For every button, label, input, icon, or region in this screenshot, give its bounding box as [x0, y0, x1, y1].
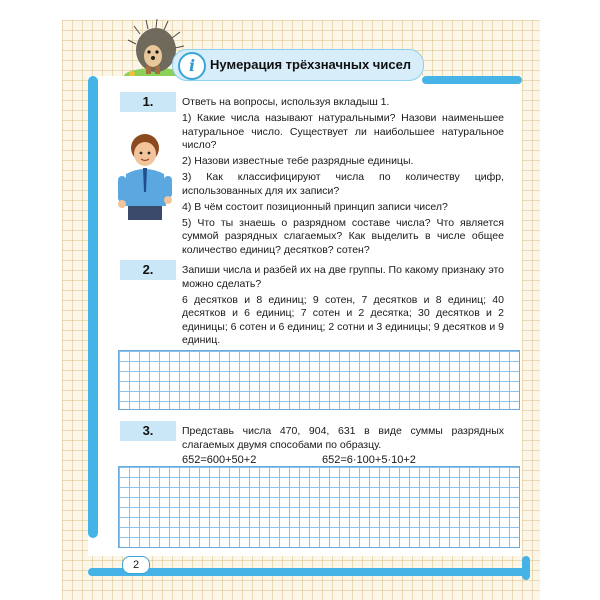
exercise-3-text	[182, 425, 504, 455]
page-number: 2	[122, 556, 150, 574]
answer-grid-1[interactable]	[118, 350, 520, 410]
exercise-1-text	[182, 96, 504, 260]
exercise-1-line: Ответь на вопросы, используя вкладыш 1.	[182, 96, 390, 108]
exercise-2-text	[182, 264, 504, 350]
bottom-edge-bar	[88, 568, 528, 576]
page-title: Нумерация трёхзначных чисел	[210, 57, 412, 72]
exercise-1-line: 4) В чём состоит позиционный принцип записи чисел?	[182, 200, 448, 213]
exercise-1-line: 3) Как классифицируют числа по количеству цифр, использованных для их записи?	[182, 171, 504, 197]
answer-grid-2[interactable]	[118, 466, 520, 548]
example-multiplied-form: 652=6·100+5·10+2	[322, 454, 416, 466]
exercise-number-3: 3.	[120, 421, 176, 441]
exercise-2-line: 6 десятков и 8 единиц; 9 сотен, 7 десятков и 8 единиц; 40 десятков и 6 единиц; 7 сотен и 2 десятка; 30 десятков и 2 единицы; 6 сотен и 6 единиц; 2 сотни и 3 единицы; 9 десятков и 9 единиц.	[182, 293, 504, 346]
exercise-3-line: Представь числа 470, 904, 631 в виде суммы разрядных слагаемых двумя способами по образцу.	[182, 425, 504, 451]
left-edge-bar	[88, 76, 98, 538]
exercise-1-line: 1) Какие числа называют натуральными? Назови наименьшее натуральное число. Существует ли наибольшее натуральное число?	[182, 112, 504, 151]
exercise-2-line: Запиши числа и разбей их на две группы. По какому признаку это можно сделать?	[182, 264, 504, 290]
exercise-number-1: 1.	[120, 92, 176, 112]
example-expanded-form: 652=600+50+2	[182, 454, 257, 466]
exercise-number-2: 2.	[120, 260, 176, 280]
exercise-1-line: 2) Назови известные тебе разрядные единицы.	[182, 155, 414, 167]
info-icon: i	[178, 52, 206, 80]
exercise-1-line: 5) Что ты знаешь о разрядном составе числа? Что является суммой разрядных слагаемых? Как выделить в числе общее количество единиц? десятков? сотен?	[182, 216, 504, 256]
right-edge-bar	[522, 556, 530, 580]
boy-illustration	[116, 130, 174, 222]
top-edge-bar	[422, 76, 522, 84]
